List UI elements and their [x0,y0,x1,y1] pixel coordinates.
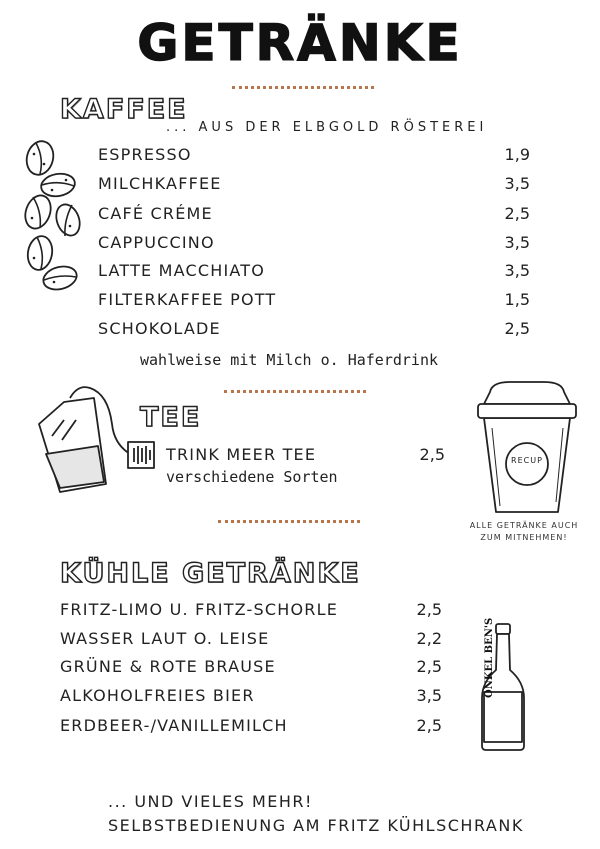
kaffee-heading: KAFFEE [60,94,188,125]
kaffee-item-price: 3,5 [504,261,530,280]
kaffee-item-name: MILCHKAFFEE [98,174,222,193]
kaffee-item-price: 2,5 [504,204,530,223]
kaffee-item-name: ESPRESSO [98,145,192,164]
footer-line1: ... UND VIELES MEHR! [108,792,313,811]
kaffee-item-price: 3,5 [504,174,530,193]
recup-label: RECUP [511,456,543,465]
kuehle-heading: KÜHLE GETRÄNKE [60,558,361,589]
kaffee-item-price: 1,9 [504,145,530,164]
kuehle-item-name: ERDBEER-/VANILLEMILCH [60,716,288,735]
cup-caption-line1: ALLE GETRÄNKE AUCH [469,521,579,530]
kaffee-item-name: LATTE MACCHIATO [98,261,266,280]
divider-dots-kuehle [218,520,360,523]
kaffee-subtitle: ... AUS DER ELBGOLD RÖSTEREI [166,120,488,135]
recup-cup-icon [470,378,585,518]
page-title: GETRÄNKE [137,14,463,72]
divider-dots-top [232,86,374,89]
kaffee-item-name: FILTERKAFFEE POTT [98,290,277,309]
kuehle-item-name: GRÜNE & ROTE BRAUSE [60,657,276,676]
kaffee-item-name: CAPPUCCINO [98,233,215,252]
footer-line2: SELBSTBEDIENUNG AM FRITZ KÜHLSCHRANK [108,816,524,835]
kuehle-item-price: 2,5 [416,716,442,735]
kuehle-item-price: 2,5 [416,657,442,676]
kaffee-item-price: 1,5 [504,290,530,309]
bottle-label: ONKEL BEN'S [484,617,495,698]
coffee-beans-icon [20,140,100,300]
kuehle-item-price: 2,2 [416,629,442,648]
kaffee-item-name: CAFÉ CRÉME [98,204,213,223]
kaffee-item-price: 2,5 [504,319,530,338]
tee-note: verschiedene Sorten [166,468,338,486]
kuehle-item-name: WASSER LAUT O. LEISE [60,629,270,648]
tea-bag-icon [34,384,164,494]
cup-caption-line2: ZUM MITNEHMEN! [480,533,568,542]
tee-item-price: 2,5 [419,445,445,464]
tee-item-name: TRINK MEER TEE [166,445,317,464]
kuehle-item-name: FRITZ-LIMO U. FRITZ-SCHORLE [60,600,339,619]
divider-dots-tee [224,390,366,393]
cup-caption [466,520,582,544]
kaffee-item-name: SCHOKOLADE [98,319,221,338]
kuehle-item-price: 2,5 [416,600,442,619]
kaffee-item-price: 3,5 [504,233,530,252]
kuehle-item-name: ALKOHOLFREIES BIER [60,686,255,705]
kaffee-note: wahlweise mit Milch o. Haferdrink [140,351,439,369]
kuehle-item-price: 3,5 [416,686,442,705]
tee-heading: TEE [140,402,202,433]
